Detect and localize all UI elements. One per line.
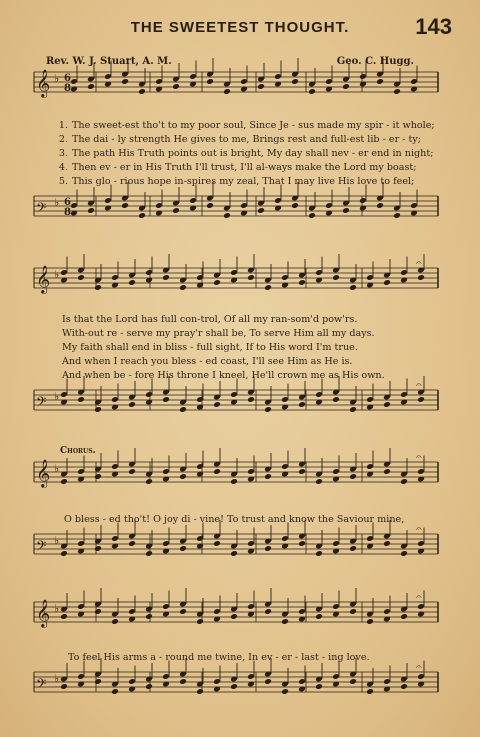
note-head <box>264 678 272 685</box>
note-head <box>257 207 265 214</box>
note-head <box>60 613 68 620</box>
note-head <box>138 88 146 95</box>
note-head <box>349 473 357 480</box>
verse-3-line-2: My faith shall end in bliss - full sight, If to His word I'm true. <box>62 342 358 353</box>
note-head <box>264 473 272 480</box>
note-head <box>349 545 357 552</box>
note-head <box>393 212 401 219</box>
note-head <box>121 202 129 209</box>
verse-5-line-1 <box>52 176 414 187</box>
note-head <box>247 274 255 281</box>
verse-1-line-2: Is that the Lord has full con-trol, Of all my ran-som'd pow'rs. <box>62 314 358 325</box>
note-head <box>94 545 102 552</box>
note-head <box>94 284 102 291</box>
note-head <box>213 401 221 408</box>
treble-clef: 𝄞 <box>36 459 51 487</box>
chorus-label: Chorus. <box>60 446 96 456</box>
note-head <box>128 540 136 547</box>
note-head <box>315 550 323 557</box>
verse-text: The dai - ly strength He gives to me, Brings rest and full-est lib - er - ty; <box>72 134 422 145</box>
note-head <box>400 683 408 690</box>
note-head <box>281 618 289 625</box>
note-head <box>60 478 68 485</box>
time-signature: 8 <box>64 83 71 94</box>
verse-text: This glo - rious hope in-spires my zeal, That I may live His love to feel; <box>72 176 415 187</box>
note-head <box>230 613 238 620</box>
verse-4-line-2: And when I reach you bless - ed coast, I'll see Him as He is. <box>62 356 353 367</box>
note-head <box>291 78 299 85</box>
note-head <box>349 284 357 291</box>
treble-clef: 𝄞 <box>36 265 51 293</box>
page-number: 143 <box>415 14 452 39</box>
note-head <box>298 401 306 408</box>
note-head <box>206 78 214 85</box>
note-head <box>247 396 255 403</box>
lyricist-credit: Rev. W. J. Stuart, A. M. <box>46 56 172 67</box>
note-head <box>223 88 231 95</box>
note-head <box>145 478 153 485</box>
flat-key-signature: ♭ <box>54 672 60 685</box>
flat-key-signature: ♭ <box>54 268 60 281</box>
note-head <box>77 396 85 403</box>
fermata: 𝄐 <box>416 380 422 391</box>
note-head <box>60 550 68 557</box>
note-head <box>111 688 119 695</box>
note-head <box>111 618 119 625</box>
treble-clef: 𝄞 <box>36 599 51 627</box>
note-head <box>342 83 350 90</box>
note-head <box>87 207 95 214</box>
note-head <box>94 608 102 615</box>
note-head <box>264 284 272 291</box>
note-head <box>257 83 265 90</box>
verse-number: 4. <box>58 162 68 173</box>
treble-clef: 𝄞 <box>36 69 51 97</box>
note-head <box>376 202 384 209</box>
note-head <box>417 396 425 403</box>
note-head <box>179 473 187 480</box>
note-head <box>213 468 221 475</box>
fermata: 𝄐 <box>416 452 422 463</box>
composer-credit: Geo. C. Hugg. <box>336 56 414 67</box>
flat-key-signature: ♭ <box>54 72 60 85</box>
note-head <box>145 550 153 557</box>
verse-2-line-2: With-out re - serve my pray'r shall be, To serve Him all my days. <box>62 328 375 339</box>
note-head <box>172 83 180 90</box>
note-head <box>315 683 323 690</box>
note-head <box>230 478 238 485</box>
note-head <box>298 468 306 475</box>
note-head <box>264 406 272 413</box>
note-head <box>179 545 187 552</box>
flat-key-signature: ♭ <box>54 462 60 475</box>
note-head <box>264 608 272 615</box>
note-head <box>138 212 146 219</box>
note-head <box>196 618 204 625</box>
verse-text: Then ev - er in His Truth I'll trust, I'll al-ways make the Lord my boast; <box>72 162 417 173</box>
verse-text: The path His Truth points out is bright, My day shall nev - er end in night; <box>72 148 434 159</box>
note-head <box>172 207 180 214</box>
time-signature: 6 <box>64 197 71 208</box>
verse-3-line-1 <box>52 148 433 159</box>
verse-number: 3. <box>58 148 68 159</box>
note-head <box>349 678 357 685</box>
note-head <box>213 279 221 286</box>
note-head <box>94 473 102 480</box>
fermata: 𝄐 <box>416 662 422 673</box>
note-head <box>196 688 204 695</box>
verse-number: 5. <box>58 176 68 187</box>
note-head <box>77 274 85 281</box>
note-head <box>383 279 391 286</box>
note-head <box>349 406 357 413</box>
time-signature: 8 <box>64 207 71 218</box>
chorus-line-1: O bless - ed tho't! O joy di - vine! To trust and know the Saviour mine, <box>64 514 405 525</box>
note-head <box>94 406 102 413</box>
time-signature: 6 <box>64 73 71 84</box>
note-head <box>281 688 289 695</box>
note-head <box>223 212 231 219</box>
fermata: 𝄐 <box>416 258 422 269</box>
note-head <box>366 618 374 625</box>
note-head <box>417 274 425 281</box>
note-head <box>383 540 391 547</box>
chorus-line-2: To feel His arms a - round me twine, In ev - er - last - ing love. <box>68 652 370 663</box>
note-head <box>264 545 272 552</box>
note-head <box>315 613 323 620</box>
note-head <box>179 678 187 685</box>
fermata: 𝄐 <box>416 592 422 603</box>
bass-clef: 𝄢 <box>36 538 47 557</box>
note-head <box>383 468 391 475</box>
note-head <box>298 279 306 286</box>
note-head <box>162 396 170 403</box>
flat-key-signature: ♭ <box>54 602 60 615</box>
note-head <box>393 88 401 95</box>
note-head <box>87 83 95 90</box>
verse-4-line-1 <box>52 162 417 173</box>
note-head <box>121 78 129 85</box>
note-head <box>349 608 357 615</box>
hymn-title: THE SWEETEST THOUGHT. <box>130 19 350 36</box>
note-head <box>400 478 408 485</box>
note-head <box>128 401 136 408</box>
note-head <box>376 78 384 85</box>
note-head <box>298 540 306 547</box>
flat-key-signature: ♭ <box>54 196 60 209</box>
note-head <box>128 468 136 475</box>
bass-clef: 𝄢 <box>36 200 47 219</box>
note-head <box>291 202 299 209</box>
flat-key-signature: ♭ <box>54 534 60 547</box>
bass-clef: 𝄢 <box>36 676 47 695</box>
fermata: 𝄐 <box>416 524 422 535</box>
verse-1-line-1 <box>52 120 435 131</box>
note-head <box>400 613 408 620</box>
note-head <box>179 406 187 413</box>
note-head <box>366 688 374 695</box>
note-head <box>206 202 214 209</box>
note-head <box>230 683 238 690</box>
verse-number: 1. <box>58 120 68 131</box>
note-head <box>308 88 316 95</box>
verse-5-line-2: And when be - fore His throne I kneel, He'll crown me as His own. <box>62 370 385 381</box>
verse-number: 2. <box>58 134 68 145</box>
note-head <box>179 608 187 615</box>
note-head <box>400 550 408 557</box>
flat-key-signature: ♭ <box>54 390 60 403</box>
note-head <box>213 540 221 547</box>
verse-2-line-1 <box>52 134 421 145</box>
note-head <box>315 478 323 485</box>
note-head <box>332 396 340 403</box>
note-head <box>145 683 153 690</box>
note-head <box>179 284 187 291</box>
note-head <box>128 279 136 286</box>
bass-clef: 𝄢 <box>36 394 47 413</box>
note-head <box>60 683 68 690</box>
note-head <box>383 401 391 408</box>
note-head <box>308 212 316 219</box>
note-head <box>94 678 102 685</box>
note-head <box>230 550 238 557</box>
note-head <box>162 274 170 281</box>
note-head <box>332 274 340 281</box>
note-head <box>342 207 350 214</box>
verse-text: The sweet-est tho't to my poor soul, Since Je - sus made my spir - it whole; <box>72 120 435 131</box>
note-head <box>145 613 153 620</box>
